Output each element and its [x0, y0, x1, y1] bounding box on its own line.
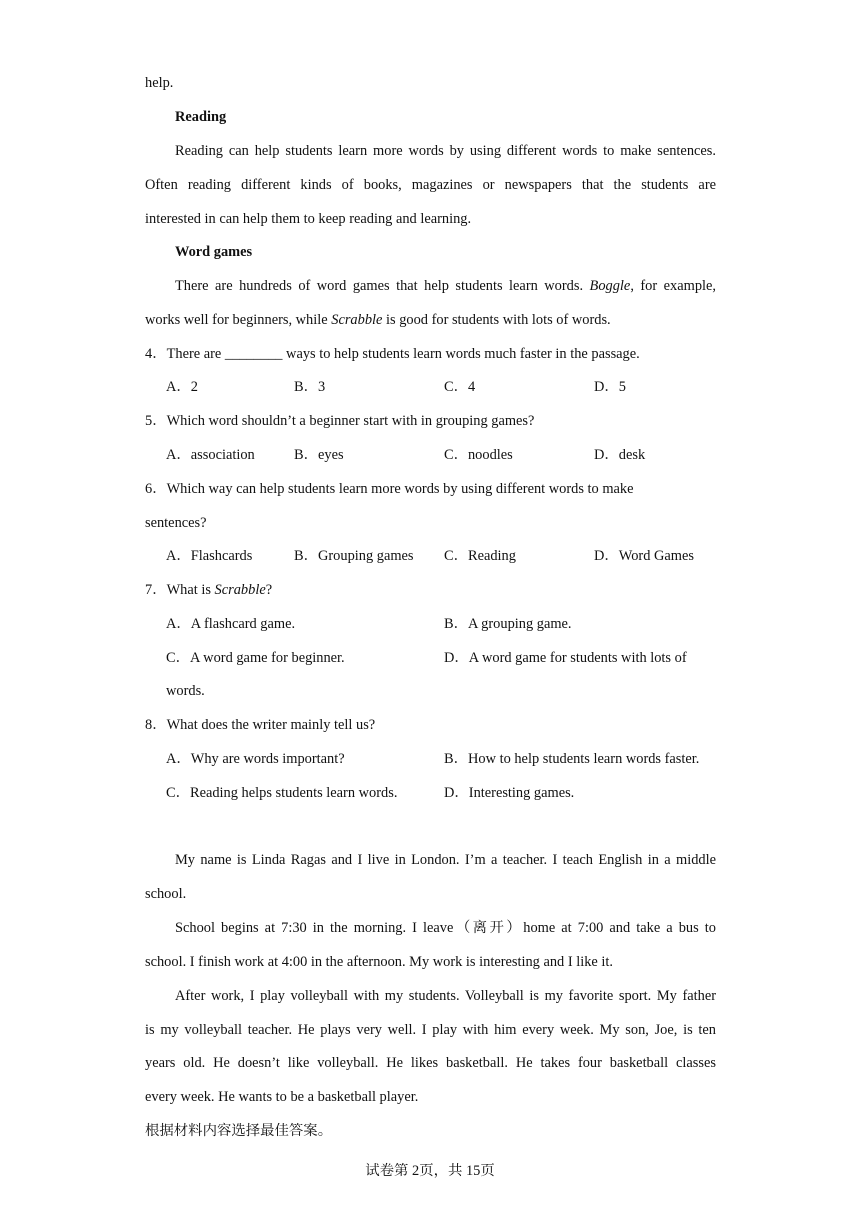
question-7-option-c: C．A word game for beginner.: [166, 650, 345, 666]
passage2-paragraph-line: school. I finish work at 4:00 in the afternoon. My work is interesting and I like it.: [145, 954, 614, 970]
word-games-heading: Word games: [175, 244, 253, 260]
question-8-option-b: B．How to help students learn words faster.: [444, 751, 700, 767]
question-6-stem-cont: sentences?: [145, 515, 207, 531]
word-games-paragraph-line: There are hundreds of word games that help students learn words. Boggle, for example,: [175, 278, 716, 294]
instruction-text: 根据材料内容选择最佳答案。: [145, 1123, 333, 1139]
question-5-option-d: D．desk: [594, 447, 646, 463]
question-7-stem: 7．What is Scrabble?: [145, 582, 273, 598]
passage-tail: help.: [145, 75, 174, 91]
passage2-paragraph-line: every week. He wants to be a basketball player.: [145, 1089, 419, 1105]
passage2-paragraph-line: is my volleyball teacher. He plays very well. I play with him every week. My son, Joe, is ten: [145, 1022, 716, 1038]
reading-paragraph-line: Reading can help students learn more words by using different words to make sentences.: [175, 143, 716, 159]
word-games-paragraph-line: works well for beginners, while Scrabble is good for students with lots of words.: [145, 312, 611, 328]
reading-paragraph-line: Often reading different kinds of books, magazines or newspapers that the students are: [145, 177, 716, 193]
question-4-stem: 4．There are ________ ways to help students learn words much faster in the passage.: [145, 346, 640, 362]
question-7-option-b: B．A grouping game.: [444, 616, 572, 632]
question-5-option-a: A．association: [166, 447, 255, 463]
scrabble-title: Scrabble: [331, 312, 383, 328]
question-4-option-a: A．2: [166, 379, 198, 395]
passage2-paragraph-line: school.: [145, 886, 187, 902]
reading-heading: Reading: [175, 109, 227, 125]
question-5-stem: 5．Which word shouldn’t a beginner start with in grouping games?: [145, 413, 535, 429]
page-footer: 试卷第 2页，共 15页: [365, 1163, 495, 1179]
question-7-option-d-cont: words.: [166, 683, 205, 699]
question-8-option-d: D．Interesting games.: [444, 785, 575, 801]
question-6-stem: 6．Which way can help students learn more words by using different words to make: [145, 481, 634, 497]
boggle-title: Boggle: [589, 278, 631, 294]
question-5-option-b: B．eyes: [294, 447, 344, 463]
question-8-stem: 8．What does the writer mainly tell us?: [145, 717, 376, 733]
question-4-option-b: B．3: [294, 379, 326, 395]
reading-paragraph-line: interested in can help them to keep reading and learning.: [145, 211, 472, 227]
question-6-option-a: A．Flashcards: [166, 548, 253, 564]
question-4-option-c: C．4: [444, 379, 476, 395]
question-6-option-c: C．Reading: [444, 548, 516, 564]
passage2-paragraph-line: School begins at 7:30 in the morning. I leave（离开）home at 7:00 and take a bus to: [175, 920, 716, 936]
question-6-option-d: D．Word Games: [594, 548, 694, 564]
question-8-option-a: A．Why are words important?: [166, 751, 345, 767]
question-7-option-d: D．A word game for students with lots of: [444, 650, 687, 666]
passage2-paragraph-line: years old. He doesn’t like volleyball. He likes basketball. He takes four basketball classes: [145, 1055, 716, 1071]
question-5-option-c: C．noodles: [444, 447, 513, 463]
question-8-option-c: C．Reading helps students learn words.: [166, 785, 398, 801]
question-7-option-a: A．A flashcard game.: [166, 616, 296, 632]
question-4-option-d: D．5: [594, 379, 626, 395]
passage2-paragraph-line: After work, I play volleyball with my students. Volleyball is my favorite sport. My father: [175, 988, 716, 1004]
question-6-option-b: B．Grouping games: [294, 548, 414, 564]
passage2-paragraph-line: My name is Linda Ragas and I live in London. I’m a teacher. I teach English in a middle: [175, 852, 716, 868]
